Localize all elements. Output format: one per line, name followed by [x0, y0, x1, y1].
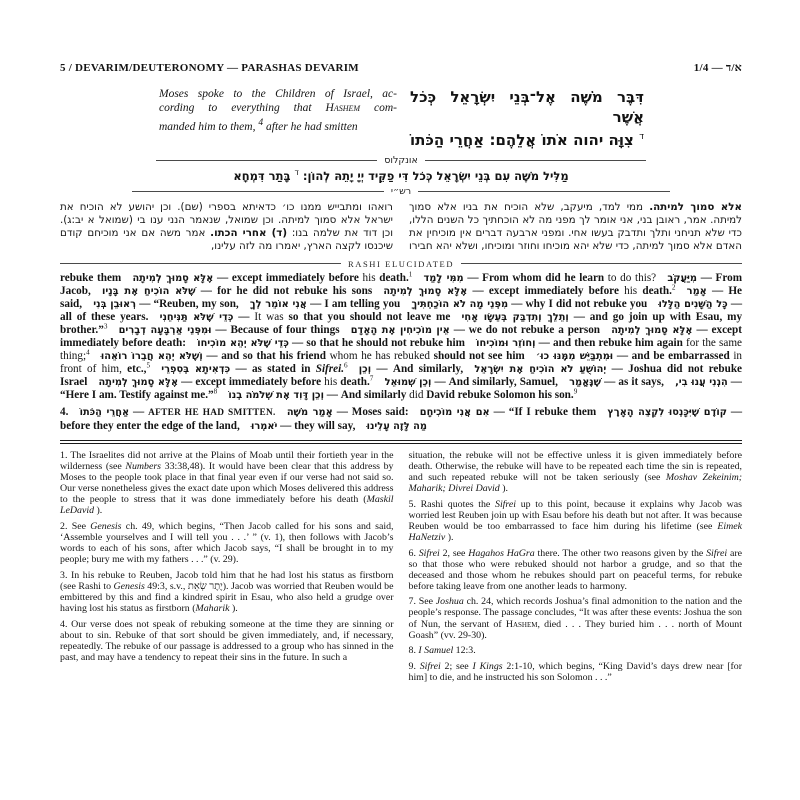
- footnote: 1. The Israelites did not arrive at the Plains of Moab until their fortieth year in the wilderness (see Numbers 33:38,48). It would have been clear that this address by Moses to the people took place in that final year even if our verse had not said so. Our verse nonetheless gives the exact date upon which Moses delivered this address to the people to stress that it was done immediately before his death (Maskil LeDavid ).: [60, 449, 394, 517]
- rashi-divider: [132, 186, 670, 197]
- footnote: 2. See Genesis ch. 49, which begins, “Then Jacob called for his sons and said, ‘Assemble yourselves and I will tell you . . .’ ” (v. 1), then follows with Jacob’s words to each of his sons, after which Jacob says, “I shall be brought in to my people; bury me with my fathers . . .” (v. 29).: [60, 520, 394, 566]
- elucidated-paragraph: 4. אַחֲרֵי הַכֹּתוֹ — AFTER HE HAD SMITTEN. אָמַר מֹשֶׁה — Moses said: אִם אֲנִי מוֹכִיחָם — “If I rebuke them קוֹדֶם שֶׁיִּכָּנְסוּ לִקְצֵה הָאָרֶץ — before they enter the edge of the land, יֹאמְרוּ — they will say, מַה לָּזֶה עָלֵינוּ: [60, 405, 743, 432]
- elucidated-paragraph: rebuke them אֶלָּא סָמוּךְ לְמִיתָה — except immediately before his death.$^1$ מִמִּי לָמַד — From whom did he learn to do this? מִיַּעֲקֹב — From Jacob, שֶׁלֹּא הוֹכִיחַ אֶת בָּנָיו — for he did not rebuke his sons אֶלָּא סָמוּךְ לְמִיתָה — except immediately before his death.$^2$ אָמַר — He said, רְאוּבֵן בְּנִי — “Reuben, my son, אֲנִי אוֹמֵר לְךָ — I am telling you מִפְּנֵי מָה לֹא הוֹכַחְתִּיךָ — why I did not rebuke you כָּל הַשָּׁנִים הַלָּלוּ — all of these years. כְּדֵי שֶׁלֹּא תַּנִּיחֵנִי — It was so that you should not leave me וְתֵלֵךְ וְתִדְבַּק בְּעֵשָׂו אָחִי — and go join up with Esau, my brother.”$^3$ וּמִפְּנֵי אַרְבָּעָה דְבָרִים — Because of four things אֵין מוֹכִיחִין אֶת הָאָדָם — we do not rebuke a person אֶלָּא סָמוּךְ לְמִיתָה — except immediately before death: כְּדֵי שֶׁלֹּא יְהֵא מוֹכִיחוֹ — so that he should not rebuke him וְחוֹזֵר וּמוֹכִיחוֹ — and then rebuke him again for the same thing;$^4$ וְשֶׁלֹּא יְהֵא חֲבֵרוֹ רוֹאֵהוּ — and so that his friend whom he has rebuked should not see him וּמִתְבַּיֵּשׁ מִמֶּנּוּ כוּ׳ — and be embarrassed in front of him, etc.,$^5$ כִּדְאִיתָא בְּסִפְרֵי — as stated in Sifrei.$^6$ וְכֵן — And similarly, יְהוֹשֻׁעַ לֹא הוֹכִיחַ אֶת יִשְׂרָאֵל — Joshua did not rebuke Israel אֶלָּא סָמוּךְ לְמִיתָה — except immediately before his death.$^7$ וְכֵן שְׁמוּאֵל — And similarly, Samuel, שֶׁנֶּאֱמַר — as it says, הִנְנִי עֲנוּ בִי, — “Here I am. Testify against me.”$^8$ וְכֵן דָּוִד אֶת שְׁלֹמֹה בְנוֹ — And similarly did David rebuke Solomon his son.$^9$: [60, 269, 743, 402]
- divider-line: [60, 263, 341, 264]
- verse-block: [159, 87, 644, 150]
- footnotes-column-left: [60, 450, 394, 688]
- divider-line: [425, 160, 646, 161]
- rashi-elucidated-label: RASHI ELUCIDATED: [347, 258, 455, 269]
- footnote: 5. Rashi quotes the Sifrei up to this point, because it explains why Jacob was worried lest Reuben join up with Esau before his death but not after. It was because Reuben would be too embarrassed to face him during his lifetime (see Eimek HaNetziv ).: [408, 498, 742, 543]
- english-translation: [159, 87, 397, 150]
- rashi-label: רש״י: [390, 185, 412, 197]
- translation-line: manded him to them, $^4$ after he had smitten: [159, 116, 358, 133]
- divider-line: [461, 263, 742, 264]
- footnote: situation, the rebuke will not be effective unless it is given immediately before death. Otherwise, the rebuke will have to be repeated each time the sin is repeated, and such repeated rebuke will not be taken seriously (see Moshav Zekeinim; Maharik; Divrei David ).: [408, 449, 743, 495]
- onkelos-text: מַלִּיל מֹשֶׁה עִם בְּנֵי יִשְׂרָאֵל כְּכֹל דִּי פַקֵּיד יְיָ יָתֵהּ לְהוֹן: $^ד$ בָּתַר דִּמְחָא: [233, 168, 569, 183]
- footnote: 6. Sifrei 2, see Hagahos HaGra there. The other two reasons given by the Sifrei are so that those who were rebuked should not harbor a grudge, and so that the deceased and those whom he rebukes should part on peaceful terms, for rebuke before taking leave from one another leads to harmony.: [408, 547, 743, 592]
- translation-line: cording to everything that Hashem com-: [159, 102, 397, 115]
- footnote: 8. I Samuel 12:3.: [408, 645, 476, 657]
- translation-line: Moses spoke to the Children of Israel, ac-: [159, 88, 397, 100]
- rashi-elucidated-divider: [60, 259, 742, 269]
- onkelos-divider: [156, 155, 646, 166]
- footnote: 7. See Joshua ch. 24, which records Joshua’s final admonition to the nation and the people’s response. The passage concludes, “It was after these events: Joshua the son of Nun, the servant of Hashem, died . . . They buried him . . . north of Mount Goash” (vv. 29-30).: [408, 596, 743, 641]
- footnotes-separator: [60, 440, 742, 444]
- hebrew-verse-line-2: $^ד$ צִוָּה יהוה אֹתוֹ אֲלֵהֶם: אַחֲרֵי הַכֹּתוֹ: [410, 131, 644, 149]
- divider-line: [132, 191, 384, 192]
- onkelos-label: אונקלוס: [384, 155, 418, 166]
- footnote: 9. Sifrei 2; see I Kings 2:1-10, which begins, “King David’s days drew near [for him] to die, and he instructed his son Solomon . . .”: [408, 660, 743, 683]
- footnotes-column-right: [409, 450, 743, 688]
- rashi-hebrew-text: אלא סמוך למיתה. ממי למד, מיעקב, שלא הוכיח את בניו אלא סמוך למיתה. אמר, ראובן בני, אני אומר לך מפני מה לא הוכחתיך כל השנים הללו, כדי שלא תניחני ותלך ותדבק בעשו אחי. ומפני ארבעה דברים אין מוכיחין את האדם אלא סמוך למיתה, כדי שלא יהא מוכיחו וחוזר ומוכיחו, ושלא יהא חבירו רואהו ומתבייש ממנו כו׳ כדאיתא בספרי (שם). וכן יהושע לא הוכיח את ישראל אלא סמוך למיתה. וכן שמואל, שנאמר הנני ענו בי (שמואל א יב:ג). וכן דוד את שלמה בנו: (ד) אחרי הכתו. אמר משה אם אני מוכיחם קודם שיכנסו לקצה הארץ, יאמרו מה לזה עלינו,: [60, 200, 743, 253]
- footnote: 3. In his rebuke to Reuben, Jacob told him that he had lost his status as firstborn (see Rashi to Genesis 49:3, s.v., יֶתֶר שְׂאֵת). Jacob was worried that Reuben would be embittered by this and find a kindred spirit in Esau, who also held a grudge over having lost his status as firstborn (Maharik ).: [60, 569, 394, 614]
- header-title: 5 / DEVARIM/DEUTERONOMY — PARASHAS DEVARIM: [60, 62, 359, 74]
- page-header: [60, 62, 742, 74]
- hebrew-verse-line-1: דִּבֶּר מֹשֶׁה אֶל־בְּנֵי יִשְׂרָאֵל כְּכֹל אֲשֶׁר: [410, 88, 644, 126]
- header-page-reference: 1/4 — א/ד: [693, 62, 742, 74]
- footnote: 4. Our verse does not speak of rebuking someone at the time they are sinning or about to sin. Rebuke of that sort should be given immediately, and, if necessary, repeatedly. The rebuke of our passage is addressed to a group who has sinned in the past, and may have a tendency to repeat their sins in the future. In such a: [60, 618, 394, 663]
- rashi-elucidated-body: [60, 269, 743, 433]
- footnotes: [60, 450, 742, 688]
- divider-line: [156, 160, 377, 161]
- hebrew-verse: [410, 87, 644, 150]
- page-content: [60, 62, 742, 688]
- divider-line: [418, 191, 670, 192]
